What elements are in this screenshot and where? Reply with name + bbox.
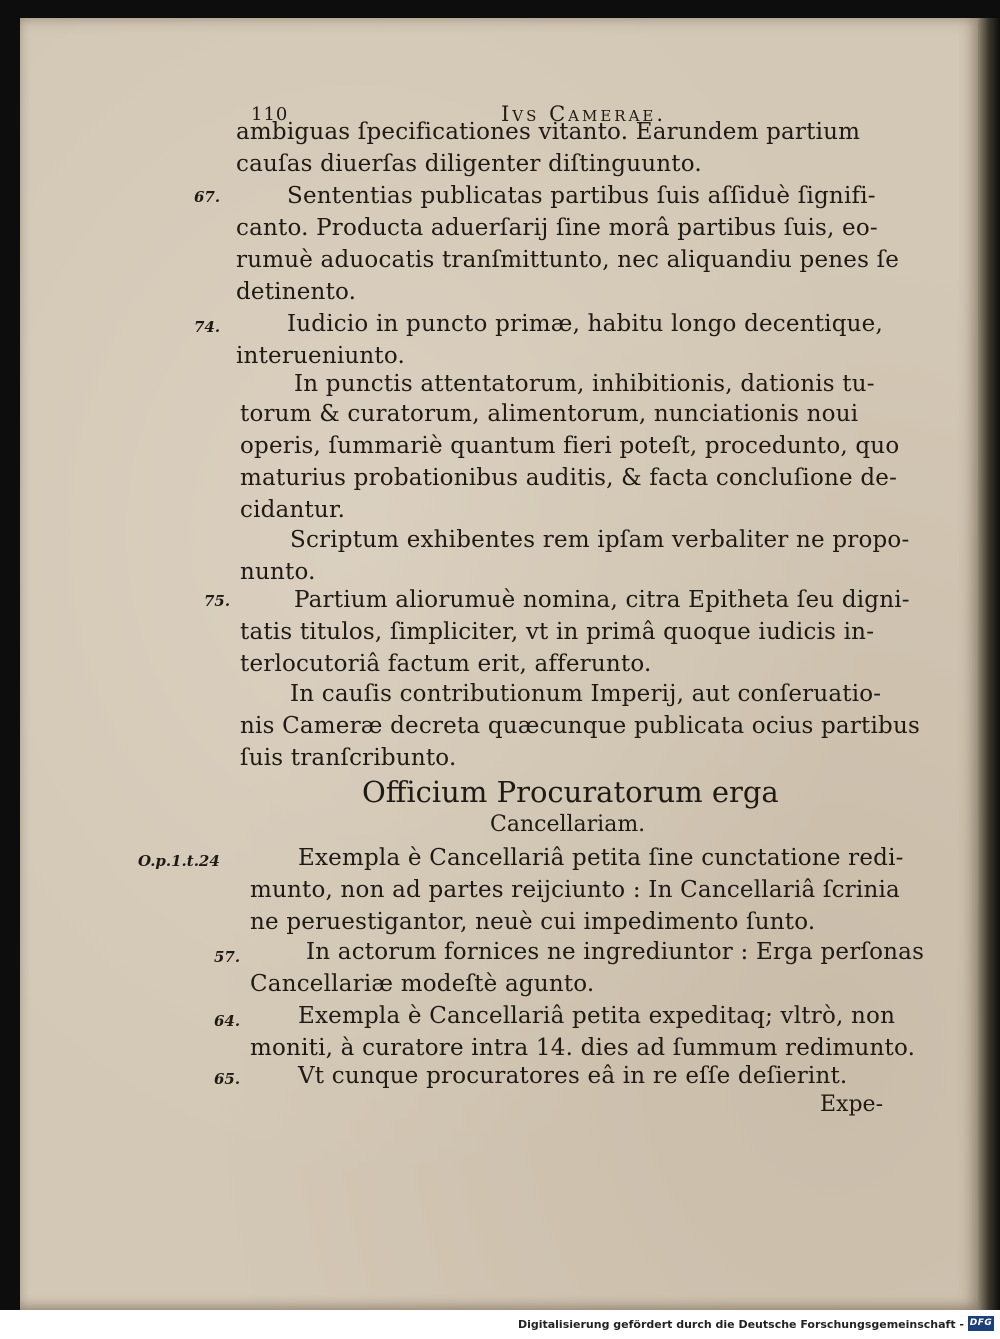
text-line: cidantur.	[240, 497, 346, 523]
page-edge-shadow	[978, 18, 1000, 1310]
margin-note: 67.	[194, 188, 221, 206]
text-line: Partium aliorumuè nomina, citra Epitheta ſeu digni-	[294, 587, 910, 613]
text-line: ambiguas ſpecificationes vitanto. Earundem partium	[236, 119, 861, 145]
funding-credit: Digitalisierung gefördert durch die Deutsche Forschungsgemeinschaft -	[517, 1318, 964, 1331]
text-line: Sententias publicatas partibus ſuis aſſiduè ſignifi-	[287, 183, 876, 209]
text-line: nunto.	[240, 559, 316, 585]
text-line: ſuis tranſcribunto.	[240, 745, 457, 771]
margin-note: 75.	[204, 592, 231, 610]
text-line: terlocutoriâ factum erit, afferunto.	[240, 651, 652, 677]
catchword: Expe-	[820, 1092, 884, 1117]
page-number: 110	[251, 104, 289, 125]
section-title: Officium Procuratorum erga	[362, 775, 779, 809]
margin-note: 74.	[194, 318, 221, 336]
book-page	[20, 18, 978, 1310]
margin-note: 57.	[214, 948, 241, 966]
footer-bar	[0, 1310, 1000, 1339]
text-line: Exempla è Cancellariâ petita expeditaq; vltrò, non	[298, 1003, 896, 1029]
text-line: Scriptum exhibentes rem ipſam verbaliter ne propo-	[290, 527, 910, 553]
margin-note: 65.	[214, 1070, 241, 1088]
text-line: Cancellariæ modeſtè agunto.	[250, 971, 595, 997]
text-line: cauſas diuerſas diligenter diſtinguunto.	[236, 151, 702, 177]
text-line: operis, ſummariè quantum fieri poteſt, procedunto, quo	[240, 433, 900, 459]
dfg-logo-icon: DFG	[968, 1316, 994, 1331]
text-line: In cauſis contributionum Imperij, aut conſeruatio-	[290, 681, 882, 707]
margin-note: 64.	[214, 1012, 241, 1030]
text-line: rumuè aduocatis tranſmittunto, nec aliquandiu penes ſe	[236, 247, 900, 273]
text-line: interueniunto.	[236, 343, 406, 369]
text-line: Vt cunque procuratores eâ in re eſſe deſierint.	[298, 1063, 848, 1089]
text-line: tatis titulos, ſimpliciter, vt in primâ quoque iudicis in-	[240, 619, 875, 645]
text-line: maturius probationibus auditis, & facta concluſione de-	[240, 465, 898, 491]
text-line: ne peruestigantor, neuè cui impedimento ſunto.	[250, 909, 816, 935]
text-line: canto. Producta aduerſarij ſine morâ partibus ſuis, eo-	[236, 215, 878, 241]
text-line: Exempla è Cancellariâ petita ſine cunctatione redi-	[298, 845, 904, 871]
text-line: moniti, à curatore intra 14. dies ad ſummum redimunto.	[250, 1035, 916, 1061]
text-line: nis Cameræ decreta quæcunque publicata ocius partibus	[240, 713, 920, 739]
text-line: In punctis attentatorum, inhibitionis, dationis tu-	[294, 371, 875, 397]
text-line: torum & curatorum, alimentorum, nunciationis noui	[240, 401, 859, 427]
text-line: Iudicio in puncto primæ, habitu longo decentique,	[287, 311, 883, 337]
section-subtitle: Cancellariam.	[490, 812, 646, 837]
text-line: In actorum fornices ne ingrediuntor : Erga perſonas	[306, 939, 925, 965]
running-head: Ivs Camerae.	[501, 102, 667, 126]
text-line: munto, non ad partes reijciunto : In Cancellariâ ſcrinia	[250, 877, 900, 903]
margin-note: O.p.1.t.24	[138, 852, 220, 870]
text-line: detinento.	[236, 279, 357, 305]
